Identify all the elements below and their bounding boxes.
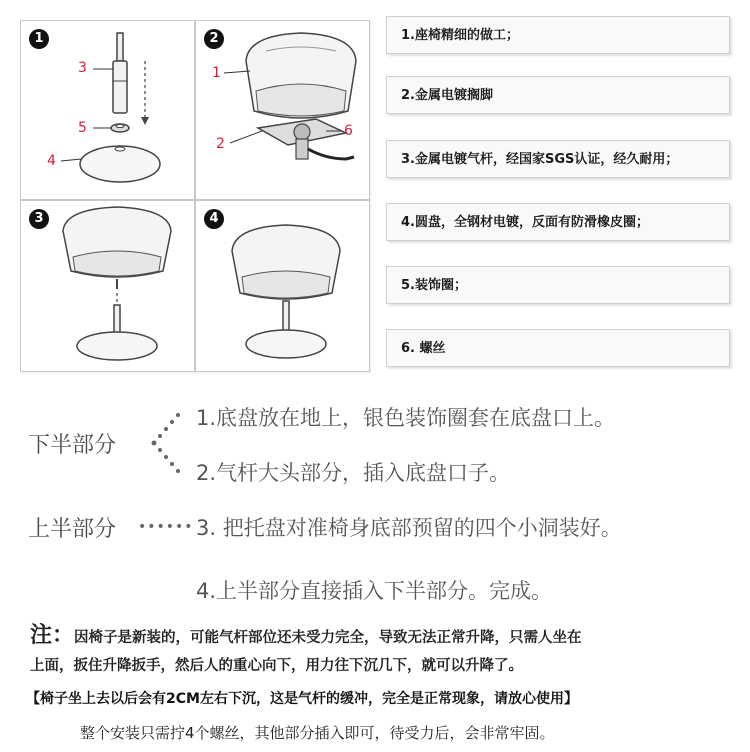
note-final-line: 整个安装只需拧4个螺丝，其他部分插入即可，待受力后，会非常牢固。 [80,724,555,742]
diagram-panel-3 [20,200,195,372]
note-line-1-text: 因椅子是新装的，可能气杆部位还未受力完全，导致无法正常升降，只需人坐在 [74,630,582,646]
part-item-1: 1.座椅精细的做工； [386,16,730,54]
diagram-panel-1 [20,20,195,200]
lower-half-label: 下半部分 [28,433,117,458]
seat-onto-base-illustration [21,201,194,371]
callout-3: 3 [78,60,87,76]
callout-6: 6 [344,123,353,139]
gas-lift-base-illustration [21,21,194,199]
part-item-3: 3.金属电镀气杆，经国家SGS认证，经久耐用； [386,140,730,178]
note-line-2: 上面，扳住升降扳手，然后人的重心向下，用力往下沉几下，就可以升降了。 [30,658,523,674]
part-item-4: 4.圆盘，全钢材电镀，反面有防滑橡皮圈； [386,203,730,241]
callout-5: 5 [78,120,87,136]
callout-4: 4 [47,153,56,169]
note-line-1 [30,618,582,649]
note-head: 注： [30,623,75,648]
part-item-2: 2.金属电镀搁脚 [386,76,730,114]
upper-half-label: 上半部分 [28,517,117,542]
upper-half-dots: •••••• [138,519,194,535]
step-number-4: 4 [204,209,224,229]
callout-1: 1 [212,65,221,81]
callout-2: 2 [216,136,225,152]
diagram-panel-2 [195,20,370,200]
chair-seat-and-plate-illustration [196,21,369,199]
note-bracket-line: 【椅子坐上去以后会有2CM左右下沉，这是气杆的缓冲，完全是正常现象，请放心使用】 [26,691,578,707]
diagram-panel-4 [195,200,370,372]
assembled-chair-illustration [196,201,369,371]
assembly-step-4: 4.上半部分直接插入下半部分。完成。 [196,579,553,603]
assembly-step-1: 1.底盘放在地上，银色装饰圈套在底盘口上。 [196,406,616,430]
step-number-2: 2 [204,29,224,49]
part-item-6: 6. 螺丝 [386,329,730,367]
assembly-step-3: 3. 把托盘对准椅身底部预留的四个小洞装好。 [196,516,622,540]
part-item-5: 5.装饰圈； [386,266,730,304]
assembly-step-2: 2.气杆大头部分，插入底盘口子。 [196,461,511,485]
bracket-dots-icon [142,405,186,485]
step-number-3: 3 [29,209,49,229]
step-number-1: 1 [29,29,49,49]
